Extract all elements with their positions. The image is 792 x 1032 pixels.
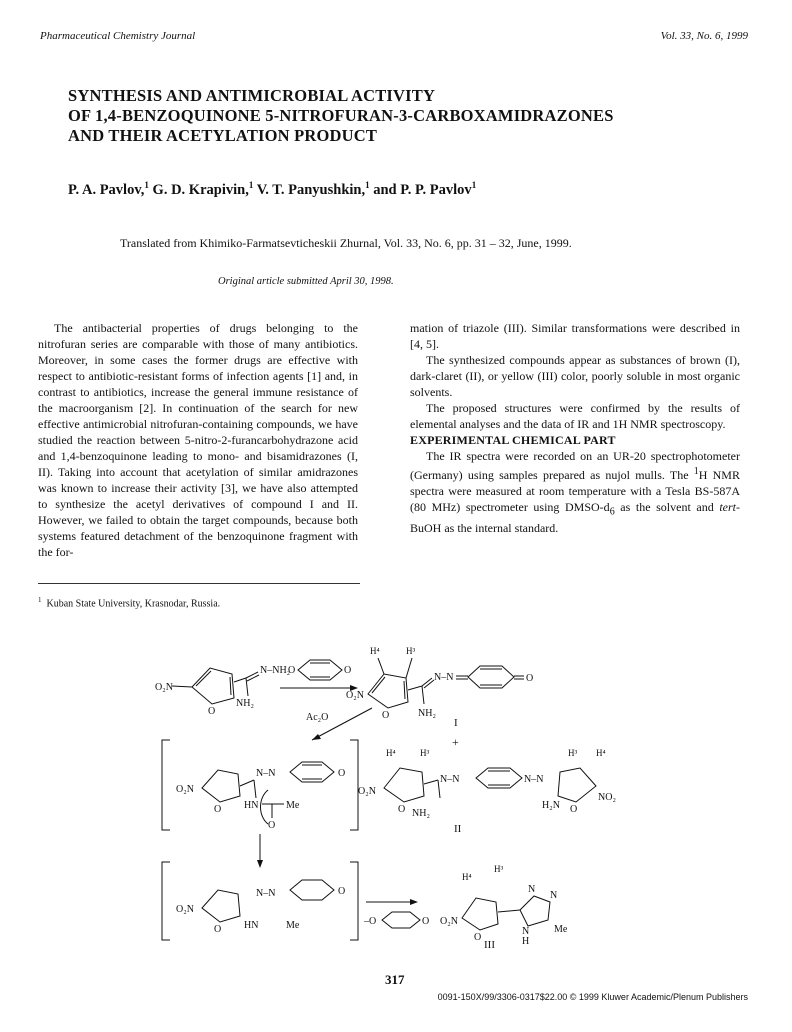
- h4-label: H⁴: [596, 748, 606, 758]
- azo-label: N–N: [256, 888, 276, 899]
- ring-oxygen: O: [382, 710, 390, 721]
- author-list: [68, 180, 476, 199]
- nitro-label: O₂N: [155, 682, 173, 693]
- nitro-label: O₂N: [176, 784, 194, 795]
- title-line-1: SYNTHESIS AND ANTIMICROBIAL ACTIVITY: [68, 86, 436, 105]
- left-bracket: [162, 740, 170, 830]
- submission-date: Original article submitted April 30, 1998.: [218, 276, 394, 287]
- furan-ring: [202, 770, 240, 802]
- amino-label: NH₂: [418, 708, 436, 719]
- author-1: P. A. Pavlov,: [68, 181, 145, 198]
- amino-label: NH₂: [236, 698, 254, 709]
- methyl-label: Me: [554, 924, 568, 935]
- italic-run: tert: [719, 500, 736, 514]
- furan-ring: [202, 890, 240, 922]
- translation-note: Translated from Khimiko-Farmatsevticheskii Zhurnal, Vol. 33, No. 6, pp. 31 – 32, June, 1999.: [120, 236, 572, 250]
- h3-label: H³: [406, 646, 416, 656]
- azo-label: N–N: [256, 768, 276, 779]
- author-3: V. T. Panyushkin,: [253, 181, 366, 198]
- paragraph: The proposed structures were confirmed by the results of elemental analyses and the data of IR and 1H NMR spectroscopy.: [410, 401, 740, 431]
- triazole-h: H: [522, 936, 530, 947]
- title-line-2: OF 1,4-BENZOQUINONE 5-NITROFURAN-3-CARBOXAMIDRAZONES: [68, 106, 614, 125]
- nitro-label: O₂N: [346, 690, 364, 701]
- hn-label: HN: [244, 800, 259, 811]
- paragraph: The synthesized compounds appear as substances of brown (I), dark-claret (II), or yellow (III) color, poorly soluble in most organic solvents.: [410, 353, 740, 399]
- left-bracket: [162, 862, 170, 940]
- paragraph: The antibacterial properties of drugs belonging to the nitrofuran series are comparable with those of many antibiotics. Moreover, in some cases the former drugs are effective with respect to antibiotic-resistant forms of infection agents [1] and, in contrast to antibiotics, increase the general immune resistance of the macroorganism [2]. In continuation of the search for new effective antimicrobial nitrofuran-containing compounds, we have studied the reaction between 5-nitro-2-furancarbohydrazone acid and 1,4-benzoquinone leading to mono- and bisamidrazones (I, II). Taking into account that acetylation of similar amidrazones was known to increase their activity [3], we have also attempted to synthesize the acetyl derivatives of compound I and II. However, we failed to obtain the target compounds, because both systems featured detachment of the benzoquinone fragment with the for-: [38, 321, 358, 559]
- oxygen-label: O: [526, 673, 534, 684]
- triazole-nh: N: [522, 926, 530, 937]
- text-run: H NMR spectra were measured at room temperature with a Tesla BS-587A (80 MHz) spectrometer using DMSO-d: [410, 468, 740, 514]
- methyl-label: Me: [286, 800, 300, 811]
- ring-oxygen: O: [570, 804, 578, 815]
- curved-arrow: [261, 790, 269, 824]
- superscript: 1: [693, 466, 699, 477]
- amino-label: H₂N: [542, 800, 560, 811]
- affiliation-mark: 1: [248, 180, 254, 190]
- section-heading: EXPERIMENTAL CHEMICAL PART: [410, 433, 616, 447]
- text-run: -BuOH as the internal standard.: [410, 500, 740, 536]
- oxygen-label: O: [344, 665, 352, 676]
- subscript: 6: [609, 506, 615, 518]
- ring-oxygen: O: [214, 804, 222, 815]
- h3-label: H³: [568, 748, 578, 758]
- furan-ring: [384, 768, 424, 802]
- azo-label: N–N: [440, 774, 460, 785]
- footnote: [38, 596, 220, 609]
- quinone-ring: [382, 912, 420, 928]
- ring-oxygen: O: [398, 804, 406, 815]
- compound-label-II: II: [454, 823, 462, 835]
- furan-ring: [192, 668, 234, 704]
- ring-oxygen: O: [214, 924, 222, 935]
- reaction-scheme: [150, 640, 616, 951]
- nitro-label: O₂N: [176, 904, 194, 915]
- h4-label: H⁴: [370, 646, 380, 656]
- affiliation-mark: 1: [365, 180, 370, 190]
- right-column: [410, 320, 740, 536]
- azo-label: N–N: [434, 672, 454, 683]
- triazole-ring: [520, 896, 550, 926]
- affiliation-mark: 1: [144, 180, 149, 190]
- volume-info: Vol. 33, No. 6, 1999: [660, 30, 748, 42]
- left-column: [38, 320, 358, 560]
- journal-name: Pharmaceutical Chemistry Journal: [40, 30, 196, 42]
- author-2: G. D. Krapivin,: [148, 181, 249, 198]
- hydrazone-label: N–NH₂: [260, 665, 291, 676]
- footnote-text: Kuban State University, Krasnodar, Russia.: [46, 598, 221, 610]
- plus-sign: +: [452, 735, 459, 749]
- ring-oxygen: O: [208, 706, 216, 717]
- author-4: and P. P. Pavlov: [369, 181, 472, 198]
- triazole-n: N: [550, 890, 558, 901]
- quinone-ring: [290, 880, 334, 900]
- azo-label: N–N: [524, 774, 544, 785]
- h4-label: H⁴: [386, 748, 396, 758]
- reagent-label: Ac₂O: [306, 712, 329, 723]
- text-run: as the solvent and: [614, 500, 720, 514]
- compound-label-III: III: [484, 939, 495, 951]
- ring-oxygen: O: [474, 932, 482, 943]
- triazole-n: N: [528, 884, 536, 895]
- methyl-label: Me: [286, 920, 300, 931]
- right-bracket: [350, 862, 358, 940]
- furan-ring: [462, 898, 498, 930]
- hn-label: HN: [244, 920, 259, 931]
- furan-ring: [558, 768, 596, 802]
- title-line-3: AND THEIR ACETYLATION PRODUCT: [68, 126, 378, 145]
- copyright-line: 0091-150X/99/3306-0317$22.00 © 1999 Kluwer Academic/Plenum Publishers: [437, 992, 748, 1002]
- oxygen-label: O: [268, 820, 276, 831]
- nitro-label: NO₂: [598, 792, 616, 803]
- oxygen-label: O: [422, 916, 430, 927]
- compound-label-I: I: [454, 717, 458, 729]
- right-bracket: [350, 740, 358, 830]
- eliminated-label: –O: [364, 916, 377, 927]
- text-run: The IR spectra were recorded on an UR-20 spectrophotometer (Germany) using samples prepared as nujol mulls. The: [410, 449, 740, 482]
- amino-label: NH₂: [412, 808, 430, 819]
- article-title: [68, 86, 748, 146]
- h3-label: H³: [494, 864, 504, 874]
- nitro-label: O₂N: [440, 916, 458, 927]
- page-number: 317: [385, 972, 405, 987]
- footnote-divider: [38, 583, 360, 584]
- h3-label: H³: [420, 748, 430, 758]
- paragraph: [410, 448, 740, 536]
- nitro-label: O₂N: [358, 786, 376, 797]
- affiliation-mark: 1: [471, 180, 477, 190]
- footnote-mark: 1: [38, 596, 42, 604]
- oxygen-label: O: [338, 768, 346, 779]
- h4-label: H⁴: [462, 872, 472, 882]
- oxygen-label: O: [338, 886, 346, 897]
- oxygen-label: O: [288, 665, 296, 676]
- paragraph: mation of triazole (III). Similar transformations were described in [4, 5].: [410, 321, 740, 351]
